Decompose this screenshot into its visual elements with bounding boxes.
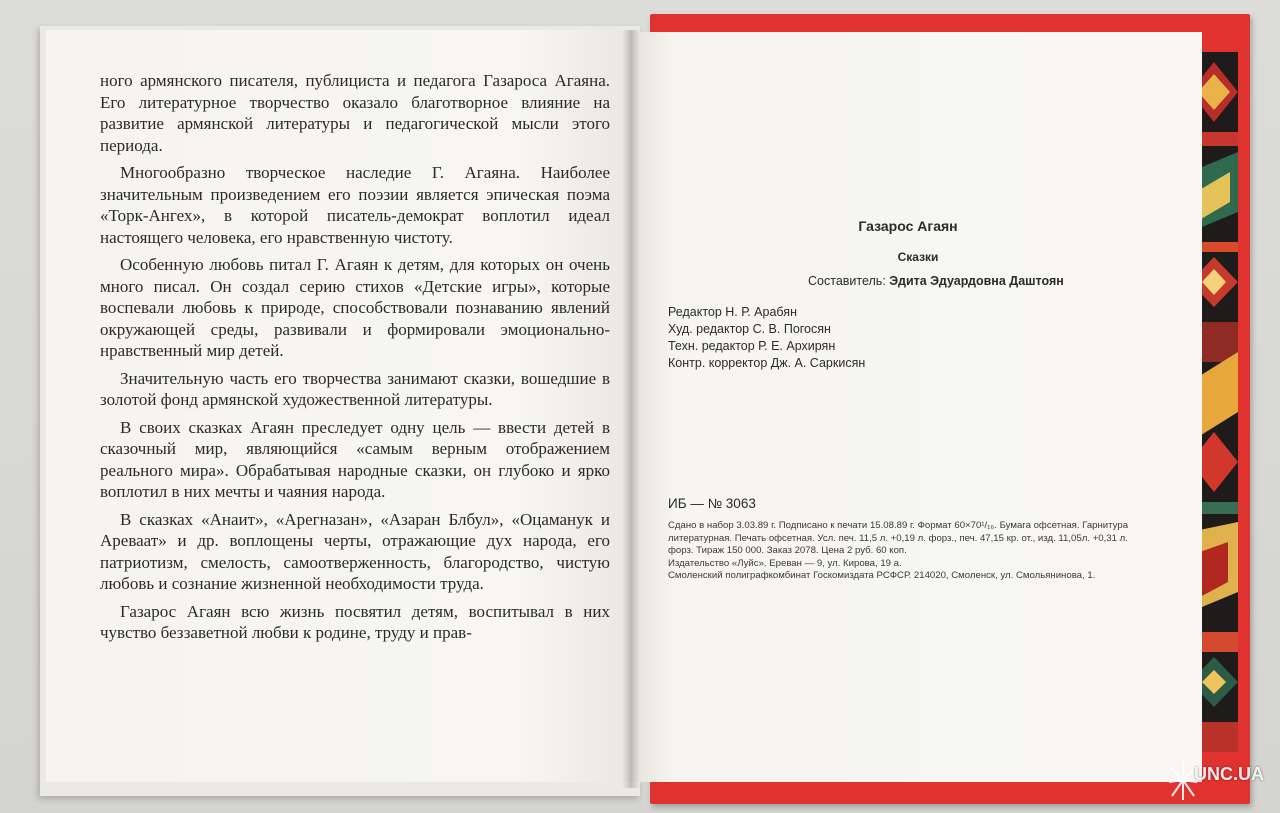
editor-line: Редактор Н. Р. Арабян	[668, 305, 797, 319]
compiler-line	[808, 274, 1064, 288]
paragraph-3: Особенную любовь питал Г. Агаян к детям, для которых он очень много писал. Он создал серию стихов «Детские игры», которые воспевали любовь к природе, способствовали познаванию явлений окружающей среды, развивали и формировали эмоционально-нравственный мир детей.	[100, 255, 610, 360]
editors-list	[668, 304, 865, 372]
paragraph-5: В своих сказках Агаян преследует одну цель — ввести детей в сказочный мир, являющийся «самым верным отображением реального мира». Обрабатывая народные сказки, он глубоко и ярко воплотил в них мечты и чаяния народа.	[100, 417, 610, 501]
editor-line: Техн. редактор Р. Е. Архирян	[668, 339, 836, 353]
colophon-line: Издательство «Луйс». Ереван — 9, ул. Кирова, 19 а.	[668, 557, 902, 569]
colophon-line: Сдано в набор 3.03.89 г. Подписано к печати 15.08.89 г. Формат 60×70¹/₁₆. Бумага офсетная. Гарнитура	[668, 520, 1129, 531]
compiler-label: Составитель:	[808, 274, 886, 288]
compiler-name: Эдита Эдуардовна Даштоян	[889, 274, 1064, 288]
watermark	[1168, 756, 1278, 806]
ib-number: ИБ — № 3063	[668, 496, 756, 511]
paragraph-1: ного армянского писателя, публициста и педагога Газароса Агаяна. Его литературное творчество оказало благотворное влияние на развитие армянской литературы и педагогической мысли этого периода.	[100, 71, 610, 155]
author-name: Газарос Агаян	[858, 218, 958, 234]
editor-line: Контр. корректор Дж. А. Саркисян	[668, 356, 866, 370]
book-gutter	[622, 30, 640, 788]
paragraph-2: Многообразно творческое наследие Г. Агаяна. Наиболее значительным произведением его поэзии является эпическая поэма «Торк-Ангех», в которой писатель-демократ воплотил идеал настоящего человека, его нравственную чистоту.	[100, 163, 610, 247]
colophon-line: Смоленский полиграфкомбинат Госкомиздата РСФСР. 214020, Смоленск, ул. Смольянинова, 1.	[668, 570, 1096, 581]
watermark-text: UNC.UA	[1194, 764, 1264, 784]
book-title: Сказки	[897, 250, 939, 264]
editor-line: Худ. редактор С. В. Погосян	[668, 322, 831, 336]
colophon-line: литературная. Печать офсетная. Усл. печ. 11,5 л. +0,19 л. форз., печ. 47,15 кр. от., изд. 11,05л. +0,31 л.	[668, 532, 1128, 544]
paragraph-6: В сказках «Анаит», «Арегназан», «Азаран Блбул», «Оцаманук и Ареваат» и др. воплощены черты, отражающие дух народа, его патриотизм, смелость, самоотверженность, благородство, чистую любовь и сознание жизненной необходимости труда.	[100, 509, 610, 593]
paragraph-4: Значительную часть его творчества занимают сказки, вошедшие в золотой фонд армянской художественной литературы.	[100, 368, 610, 409]
colophon	[668, 520, 1168, 583]
left-page-text	[100, 70, 610, 650]
colophon-line: форз. Тираж 150 000. Заказ 2078. Цена 2 руб. 60 коп.	[668, 545, 907, 556]
right-page	[630, 32, 1202, 782]
paragraph-7: Газарос Агаян всю жизнь посвятил детям, воспитывал в них чувство беззаветной любви к родине, труду и прав-	[100, 601, 610, 642]
